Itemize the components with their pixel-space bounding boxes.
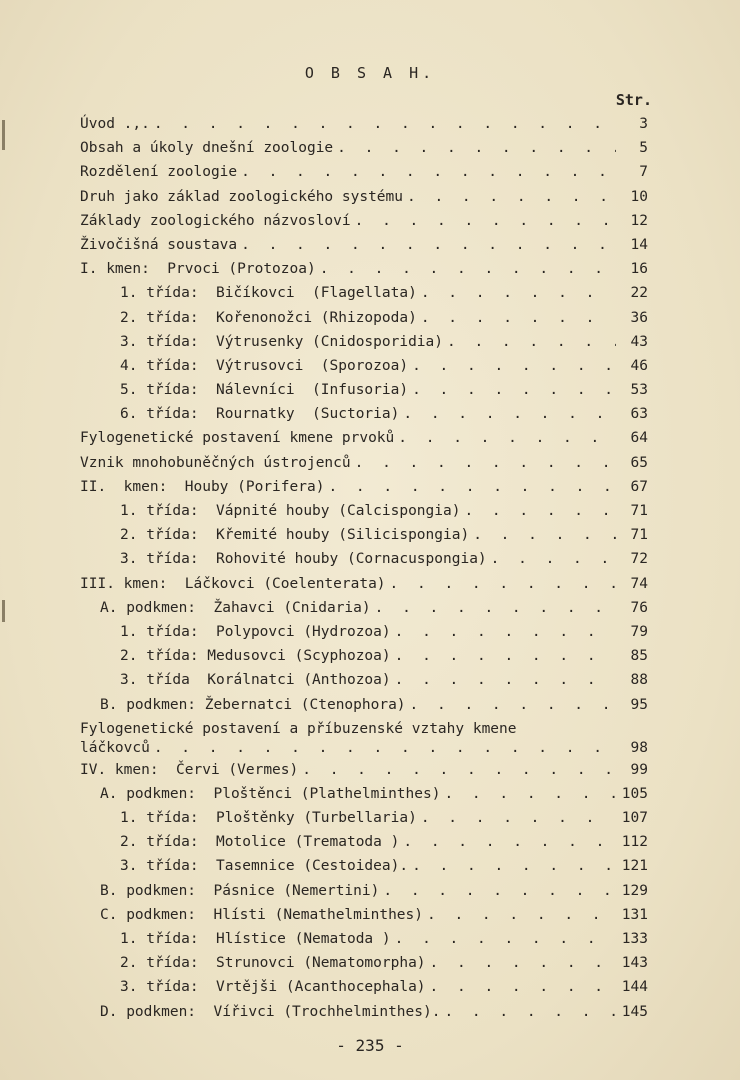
toc-entry [80, 378, 648, 402]
toc-page-number: 7 [639, 164, 648, 181]
toc-entry-title: 2. třída: Kořenonožci (Rhizopoda) [120, 309, 417, 326]
toc-entry-title: Úvod .‚. [80, 116, 150, 132]
toc-entry-title: 2. třída: Motolice (Trematoda ) [120, 834, 400, 851]
dot-leader [430, 951, 616, 975]
toc-page-number: 85 [630, 648, 648, 665]
dot-leader [355, 451, 616, 475]
toc-entry [80, 951, 648, 975]
toc-entry [80, 879, 648, 903]
toc-entry [80, 451, 648, 475]
toc-entry [80, 620, 648, 644]
toc-page-number: 43 [630, 333, 648, 350]
toc-entry-title: Obsah a úkoly dnešní zoologie [80, 140, 334, 157]
toc-page-number: 129 [621, 882, 648, 899]
dot-leader [421, 306, 616, 330]
toc-entry [80, 830, 648, 854]
toc-page-number: 105 [621, 785, 648, 802]
toc-entry-title: Základy zoologického názvosloví [80, 212, 351, 229]
toc-page-number: 36 [630, 309, 648, 326]
table-of-contents [80, 112, 648, 1024]
dot-leader [403, 402, 616, 426]
toc-page-number: 71 [630, 527, 648, 544]
dot-leader [302, 758, 616, 782]
toc-page-number: 95 [630, 696, 648, 713]
toc-entry [80, 975, 648, 999]
toc-page-number: 16 [630, 261, 648, 278]
toc-page-number: 72 [630, 551, 648, 568]
toc-page-number: 76 [630, 599, 648, 616]
toc-entry-title: Živočišná soustava [80, 236, 238, 253]
toc-entry-title: 4. třída: Výtrusovci (Sporozoa) [120, 357, 409, 374]
dot-leader [395, 927, 616, 951]
dot-leader [328, 475, 616, 499]
toc-page-number: 144 [621, 979, 648, 996]
toc-entry [80, 782, 648, 806]
toc-page-number: 65 [630, 454, 648, 471]
toc-entry-title: 2. třída: Medusovci (Scyphozoa) [120, 648, 391, 665]
toc-page-number: 99 [630, 761, 648, 778]
toc-page-number: 79 [630, 623, 648, 640]
dot-leader [447, 330, 616, 354]
toc-entry-title: láčkovců [80, 739, 150, 756]
toc-entry-title: B. podkmen: Žebernatci (Ctenophora) [100, 696, 406, 713]
toc-page-number: 133 [621, 931, 648, 947]
dot-leader [337, 136, 616, 160]
dot-leader [473, 523, 616, 547]
toc-entry [80, 499, 648, 523]
toc-page-number: 46 [630, 357, 648, 374]
toc-entry [80, 927, 648, 951]
dot-leader [154, 738, 616, 758]
toc-entry [80, 233, 648, 257]
toc-entry-title: 1. třída: Vápnité houby (Calcispongia) [120, 503, 461, 519]
toc-entry-title: I. kmen: Prvoci (Protozoa) [80, 261, 316, 278]
toc-page-number: 121 [621, 858, 648, 875]
toc-entry [80, 693, 648, 717]
toc-entry-title: 3. třída: Tasemnice (Cestoidea). [120, 858, 409, 875]
toc-entry-title: 1. třída: Ploštěnky (Turbellaria) [120, 810, 417, 827]
toc-page-number: 107 [621, 810, 648, 827]
toc-entry [80, 1000, 648, 1024]
dot-leader [421, 281, 616, 305]
toc-entry-title: 1. třída: Bičíkovci (Flagellata) [120, 285, 417, 302]
toc-entry [80, 330, 648, 354]
dot-leader [427, 903, 616, 927]
dot-leader [430, 975, 616, 999]
dot-leader [444, 1000, 616, 1024]
toc-entry [80, 475, 648, 499]
toc-entry [80, 668, 648, 692]
toc-page-number: 3 [639, 116, 648, 132]
toc-entry [80, 758, 648, 782]
toc-entry-title: Rozdělení zoologie [80, 164, 238, 181]
dot-leader [395, 668, 616, 692]
dot-leader [407, 185, 616, 209]
toc-entry-title: D. podkmen: Vířivci (Trochhelminthes). [100, 1003, 441, 1020]
toc-entry-title: C. podkmen: Hlísti (Nemathelminthes) [100, 906, 424, 923]
toc-entry-title: IV. kmen: Červi (Vermes) [80, 761, 299, 778]
toc-entry-title: 3. třída: Výtrusenky (Cnidosporidia) [120, 333, 444, 350]
dot-leader [403, 830, 616, 854]
dot-leader [355, 209, 616, 233]
toc-entry [80, 306, 648, 330]
toc-entry [80, 426, 648, 450]
toc-entry [80, 354, 648, 378]
toc-page-number: 5 [639, 140, 648, 157]
toc-page-number: 67 [630, 478, 648, 495]
dot-leader [154, 112, 616, 136]
toc-entry [80, 185, 648, 209]
toc-page-number: 53 [630, 382, 648, 399]
dot-leader [383, 879, 616, 903]
toc-entry-title: Fylogenetické postavení kmene prvoků [80, 430, 395, 447]
toc-entry [80, 903, 648, 927]
page-number: - 235 - [336, 1036, 404, 1055]
toc-page-number: 74 [630, 575, 648, 592]
toc-entry-title: Vznik mnohobuněčných ústrojenců [80, 454, 351, 471]
toc-entry-title: A. podkmen: Žahavci (Cnidaria) [100, 599, 371, 616]
toc-page-number: 131 [621, 906, 648, 923]
toc-entry [80, 112, 648, 136]
dot-leader [398, 426, 616, 450]
dot-leader [464, 499, 616, 523]
toc-entry [80, 281, 648, 305]
toc-page-number: 14 [630, 236, 648, 253]
toc-entry-title: 2. třída: Křemité houby (Silicispongia) [120, 527, 470, 544]
toc-page-number: 64 [630, 430, 648, 447]
toc-entry [80, 160, 648, 184]
page-column-header: Str. [615, 91, 652, 109]
toc-page-number: 112 [621, 834, 648, 851]
toc-entry [80, 257, 648, 281]
toc-entry [80, 854, 648, 878]
dot-leader [410, 693, 616, 717]
toc-entry [80, 596, 648, 620]
page-title: O B S A H. [304, 64, 436, 82]
toc-entry-title: 2. třída: Strunovci (Nematomorpha) [120, 955, 426, 972]
dot-leader [421, 806, 616, 830]
toc-page-number: 145 [621, 1003, 648, 1020]
dot-leader [444, 782, 616, 806]
toc-page-number: 71 [630, 503, 648, 519]
toc-entry-title: 1. třída: Hlístice (Nematoda ) [120, 931, 391, 947]
toc-page-number: 98 [630, 739, 648, 756]
toc-entry-title: A. podkmen: Ploštěnci (Plathelminthes) [100, 785, 441, 802]
toc-page-number: 12 [630, 212, 648, 229]
toc-entry-title: 3. třída Korálnatci (Anthozoa) [120, 672, 391, 689]
dot-leader [412, 854, 616, 878]
toc-entry-title: 1. třída: Polypovci (Hydrozoa) [120, 623, 391, 640]
toc-entry [80, 136, 648, 160]
dot-leader [395, 644, 616, 668]
dot-leader [241, 233, 616, 257]
dot-leader [395, 620, 616, 644]
dot-leader [412, 354, 616, 378]
toc-entry-title: 5. třída: Nálevníci (Infusoria) [120, 382, 409, 399]
toc-entry [80, 806, 648, 830]
toc-entry [80, 738, 648, 758]
toc-page-number: 88 [630, 672, 648, 689]
toc-page-number: 63 [630, 406, 648, 423]
toc-entry [80, 402, 648, 426]
toc-entry [80, 547, 648, 571]
dot-leader [491, 547, 616, 571]
toc-entry [80, 209, 648, 233]
toc-entry-line: Fylogenetické postavení a příbuzenské vztahy kmene [80, 720, 517, 737]
toc-entry-title: 3. třída: Vrtějši (Acanthocephala) [120, 979, 426, 996]
toc-entry-title: III. kmen: Láčkovci (Coelenterata) [80, 575, 386, 592]
dot-leader [412, 378, 616, 402]
toc-entry-title: II. kmen: Houby (Porifera) [80, 478, 325, 495]
toc-entry-title: Druh jako základ zoologického systému [80, 188, 404, 205]
toc-entry-title: 6. třída: Rournatky (Suctoria) [120, 406, 400, 423]
dot-leader [375, 596, 616, 620]
toc-page-number: 22 [630, 285, 648, 302]
toc-entry [80, 523, 648, 547]
toc-entry-title: 3. třída: Rohovité houby (Cornacuspongia) [120, 551, 487, 568]
dot-leader [390, 572, 616, 596]
dot-leader [241, 160, 616, 184]
toc-page-number: 143 [621, 955, 648, 972]
scan-edge-mark [2, 600, 5, 622]
toc-page-number: 10 [630, 188, 648, 205]
toc-entry [80, 572, 648, 596]
toc-entry [80, 644, 648, 668]
toc-entry-title: B. podkmen: Pásnice (Nemertini) [100, 882, 380, 899]
dot-leader [320, 257, 616, 281]
scan-edge-mark [2, 120, 5, 150]
